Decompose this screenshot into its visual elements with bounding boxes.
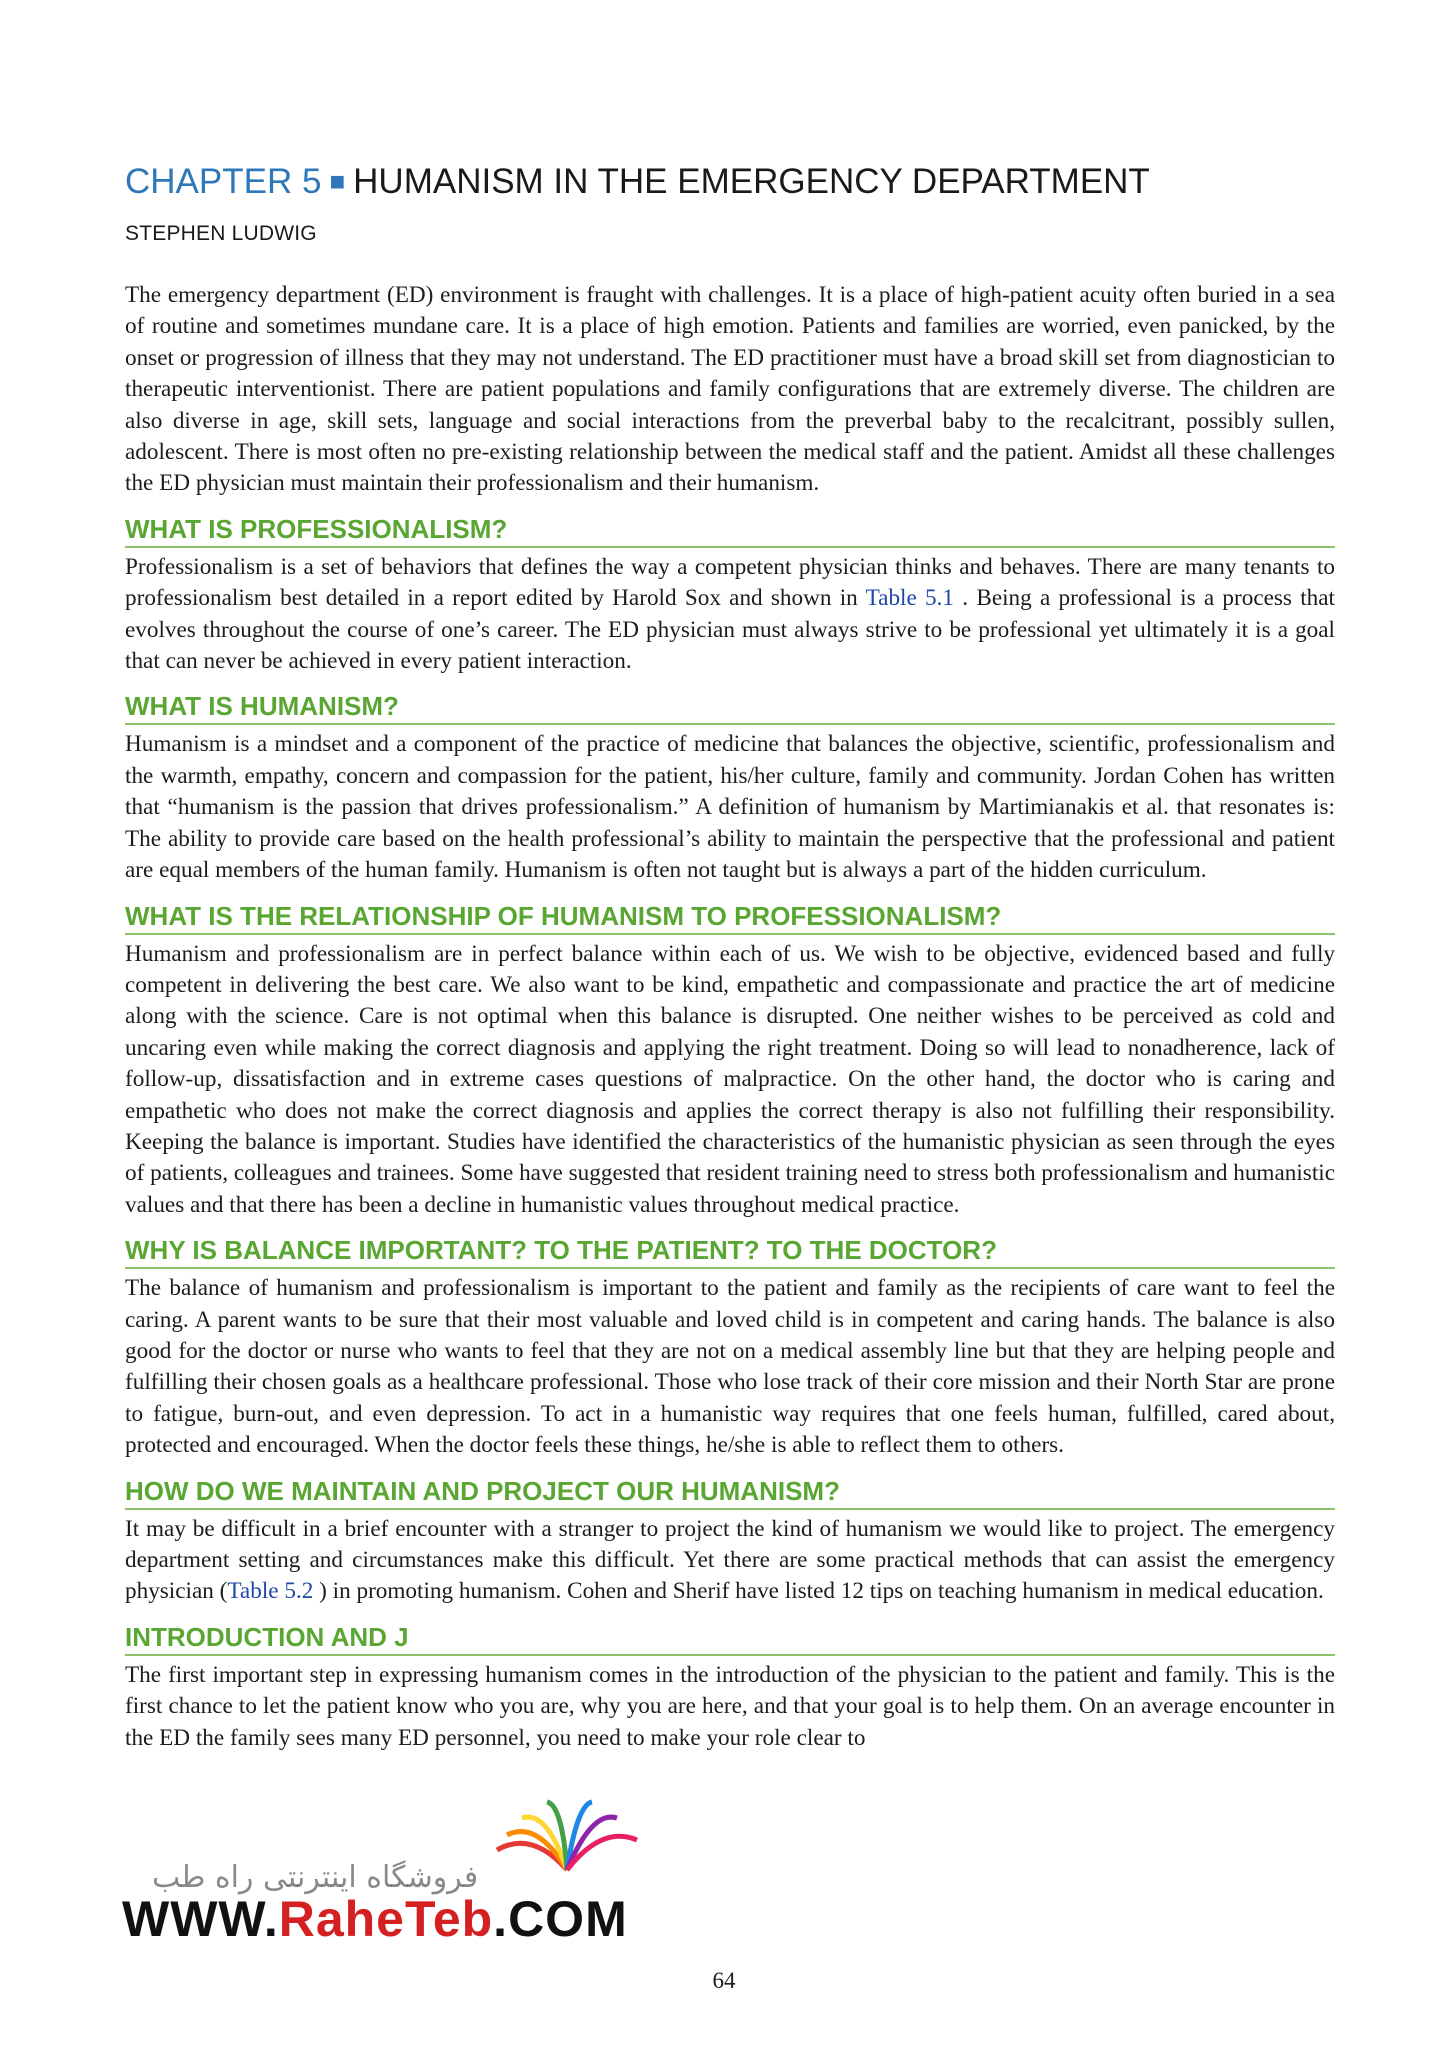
watermark-persian-text: فروشگاه اینترنتی راه طب xyxy=(152,1860,479,1895)
maintain-paragraph xyxy=(125,1514,1335,1608)
section-heading-balance: WHY IS BALANCE IMPORTANT? TO THE PATIENT? TO THE DOCTOR? xyxy=(125,1234,1335,1269)
chapter-separator-icon: ■ xyxy=(329,166,346,196)
section-heading-relationship: WHAT IS THE RELATIONSHIP OF HUMANISM TO PROFESSIONALISM? xyxy=(125,900,1335,935)
chapter-title: HUMANISM IN THE EMERGENCY DEPARTMENT xyxy=(353,162,1150,201)
paragraph-text: . Being a professional is a process that evolves throughout the course of one’s career. The ED physician must always strive to be professional yet ultimately it is a goal that can never be achieved in every patient interaction. xyxy=(125,585,1335,675)
balance-paragraph: The balance of humanism and professionalism is important to the patient and family as the recipients of care want to feel the caring. A parent wants to be sure that their most valuable and loved child is in competent and caring hands. The balance is also good for the doctor or nurse who wants to feel that they are not on a medical assembly line but that they are helping people and fulfilling their chosen goals as a healthcare professional. Those who lose track of their core mission and their North Star are prone to fatigue, burn-out, and even depression. To act in a humanistic way requires that one feels human, fulfilled, cared about, protected and encouraged. When the doctor feels these things, he/she is able to reflect them to others. xyxy=(125,1275,1335,1459)
intro-paragraph: The emergency department (ED) environment is fraught with challenges. It is a place of high-patient acuity often buried in a sea of routine and sometimes mundane care. It is a place of high emotion. Patients and families are worried, even panicked, by the onset or progression of illness that they may not understand. The ED practitioner must have a broad skill set from diagnostician to therapeutic interventionist. There are patient populations and family configurations that are extremely diverse. The children are also diverse in age, skill sets, language and social interactions from the preverbal baby to the recalcitrant, possibly sullen, adolescent. There is most often no pre-existing relationship between the medical staff and the patient. Amidst all these challenges the ED physician must maintain their professionalism and their humanism. xyxy=(125,282,1335,497)
watermark-url-brand: RaheTeb xyxy=(278,1891,494,1947)
section-heading-professionalism: WHAT IS PROFESSIONALISM? xyxy=(125,513,1335,548)
author-name: STEPHEN LUDWIG xyxy=(125,222,317,245)
watermark-logo xyxy=(122,1790,628,1950)
section-heading-humanism: WHAT IS HUMANISM? xyxy=(125,690,1335,725)
relationship-paragraph: Humanism and professionalism are in perfect balance within each of us. We wish to be objective, evidenced based and fully competent in delivering the best care. We also want to be kind, empathetic and compassionate and practice the art of medicine along with the science. Care is not optimal when this balance is disrupted. One neither wishes to be perceived as cold and uncaring even while making the correct diagnosis and applying the right treatment. Doing so will lead to nonadherence, lack of follow-up, dissatisfaction and in extreme cases questions of malpractice. On the other hand, the doctor who is caring and empathetic who does not make the correct diagnosis and applies the correct therapy is also not fulfilling their responsibility. Keeping the balance is important. Studies have identified the characteristics of the humanistic physician as seen through the eyes of patients, colleagues and trainees. Some have suggested that resident training need to stress both professionalism and humanistic values and that there has been a decline in humanistic values throughout medical practice. xyxy=(125,940,1335,1218)
watermark-url-suffix: .COM xyxy=(493,1891,628,1947)
paragraph-text: ) in promoting humanism. Cohen and Sherif have listed 12 tips on teaching humanism in medical education. xyxy=(313,1578,1324,1605)
paragraph-text: It may be difficult in a brief encounter with a stranger to project the kind of humanism we would like to project. The emergency department setting and circumstances make this difficult. Yet there are some practical methods that can assist the emergency physician ( xyxy=(125,1515,1335,1605)
humanism-paragraph: Humanism is a mindset and a component of the practice of medicine that balances the objective, scientific, professionalism and the warmth, empathy, concern and compassion for the patient, his/her culture, family and community. Jordan Cohen has written that “humanism is the passion that drives professionalism.” A definition of humanism by Martimianakis et al. that resonates is: The ability to provide care based on the health professional’s ability to maintain the perspective that the professional and patient are equal members of the human family. Humanism is often not taught but is always a part of the hidden curriculum. xyxy=(125,731,1335,884)
page-content xyxy=(125,160,1335,1754)
page-number: 64 xyxy=(712,1968,736,1993)
book-rainbow-icon xyxy=(492,1790,642,1880)
chapter-heading xyxy=(125,160,1335,206)
watermark-url-prefix: WWW. xyxy=(122,1891,279,1947)
chapter-number: CHAPTER 5 xyxy=(125,162,322,201)
section-heading-maintain: HOW DO WE MAINTAIN AND PROJECT OUR HUMANISM? xyxy=(125,1475,1335,1510)
introduction-paragraph: The first important step in expressing humanism comes in the introduction of the physician to the patient and family. This is the first chance to let the patient know who you are, why you are here, and that your goal is to help them. On an average encounter in the ED the family sees many ED personnel, you need to make your role clear to xyxy=(125,1661,1335,1751)
professionalism-paragraph xyxy=(125,552,1335,678)
watermark-url xyxy=(122,1890,628,1948)
section-heading-introduction: INTRODUCTION AND J xyxy=(125,1621,1335,1656)
table-5-1-link[interactable]: Table 5.1 xyxy=(865,585,955,612)
table-5-2-link[interactable]: Table 5.2 xyxy=(227,1578,314,1605)
paragraph-text: Professionalism is a set of behaviors that defines the way a competent physician thinks and behaves. There are many tenants to professionalism best detailed in a report edited by Harold Sox and shown in xyxy=(125,553,1335,612)
